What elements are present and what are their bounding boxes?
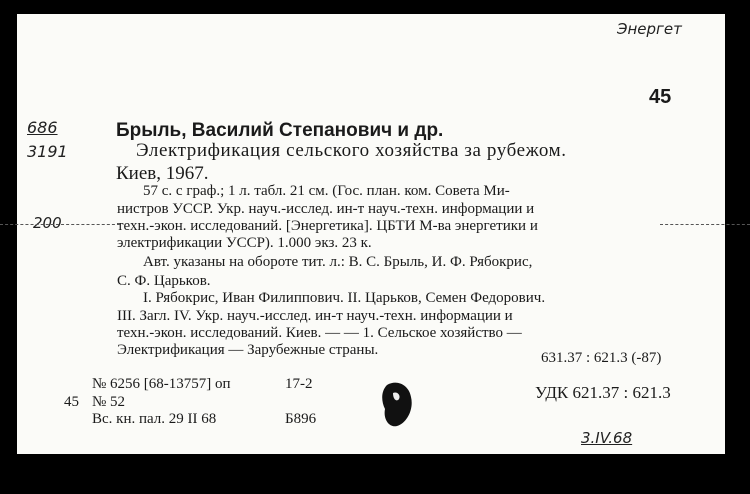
- description-line-1: 57 с. с граф.; 1 л. табл. 21 см. (Гос. план. ком. Совета Ми-: [143, 183, 510, 199]
- order-line-3: Вс. кн. пал. 29 II 68: [92, 411, 217, 427]
- udc-number: УДК 621.37 : 621.3: [535, 383, 671, 402]
- author-heading: Брыль, Василий Степанович и др.: [116, 120, 444, 141]
- description-line-2: нистров УССР. Укр. науч.-исслед. ин-т науч.-техн. информации и: [117, 201, 535, 217]
- page-number: 45: [649, 86, 672, 108]
- tracings-line-2: III. Загл. IV. Укр. науч.-исслед. ин-т науч.-техн. информации и: [117, 308, 513, 324]
- order-line-2-prefix: 45: [64, 394, 79, 410]
- scan-line: [0, 224, 120, 225]
- handwritten-margin-note: 200: [33, 214, 62, 232]
- order-line-1: № 6256 [68-13757] оп: [92, 376, 231, 392]
- order-line-2: № 52: [92, 394, 126, 410]
- handwritten-call-number-1: 686: [27, 118, 58, 137]
- ink-blot: [379, 379, 415, 429]
- title-line-1: Электрификация сельского хозяйства за рубежом.: [136, 140, 567, 161]
- catalog-card: [17, 14, 725, 454]
- handwritten-date: 3.IV.68: [581, 429, 633, 447]
- order-line-1-code: 17-2: [285, 376, 313, 392]
- class-number: 631.37 : 621.3 (-87): [541, 350, 662, 366]
- tracings-line-4: Электрификация — Зарубежные страны.: [117, 342, 379, 358]
- order-line-3-code: Б896: [285, 411, 317, 427]
- title-line-2: Киев, 1967.: [116, 163, 209, 184]
- description-line-3: техн.-экон. исследований. [Энергетика]. ЦБТИ М-ва энергетики и: [117, 218, 538, 234]
- handwritten-subject-note: Энергет: [617, 20, 682, 38]
- scan-line: [660, 224, 750, 225]
- tracings-line-3: техн.-экон. исследований. Киев. — — 1. Сельское хозяйство —: [117, 325, 522, 341]
- tracings-line-1: I. Рябокрис, Иван Филиппович. II. Царьков, Семен Федорович.: [143, 290, 546, 306]
- description-line-4: электрификации УССР). 1.000 экз. 23 к.: [117, 235, 372, 251]
- authors-note-line-1: Авт. указаны на обороте тит. л.: В. С. Брыль, И. Ф. Рябокрис,: [143, 254, 533, 270]
- authors-note-line-2: С. Ф. Царьков.: [117, 273, 211, 289]
- handwritten-call-number-2: 3191: [27, 142, 68, 161]
